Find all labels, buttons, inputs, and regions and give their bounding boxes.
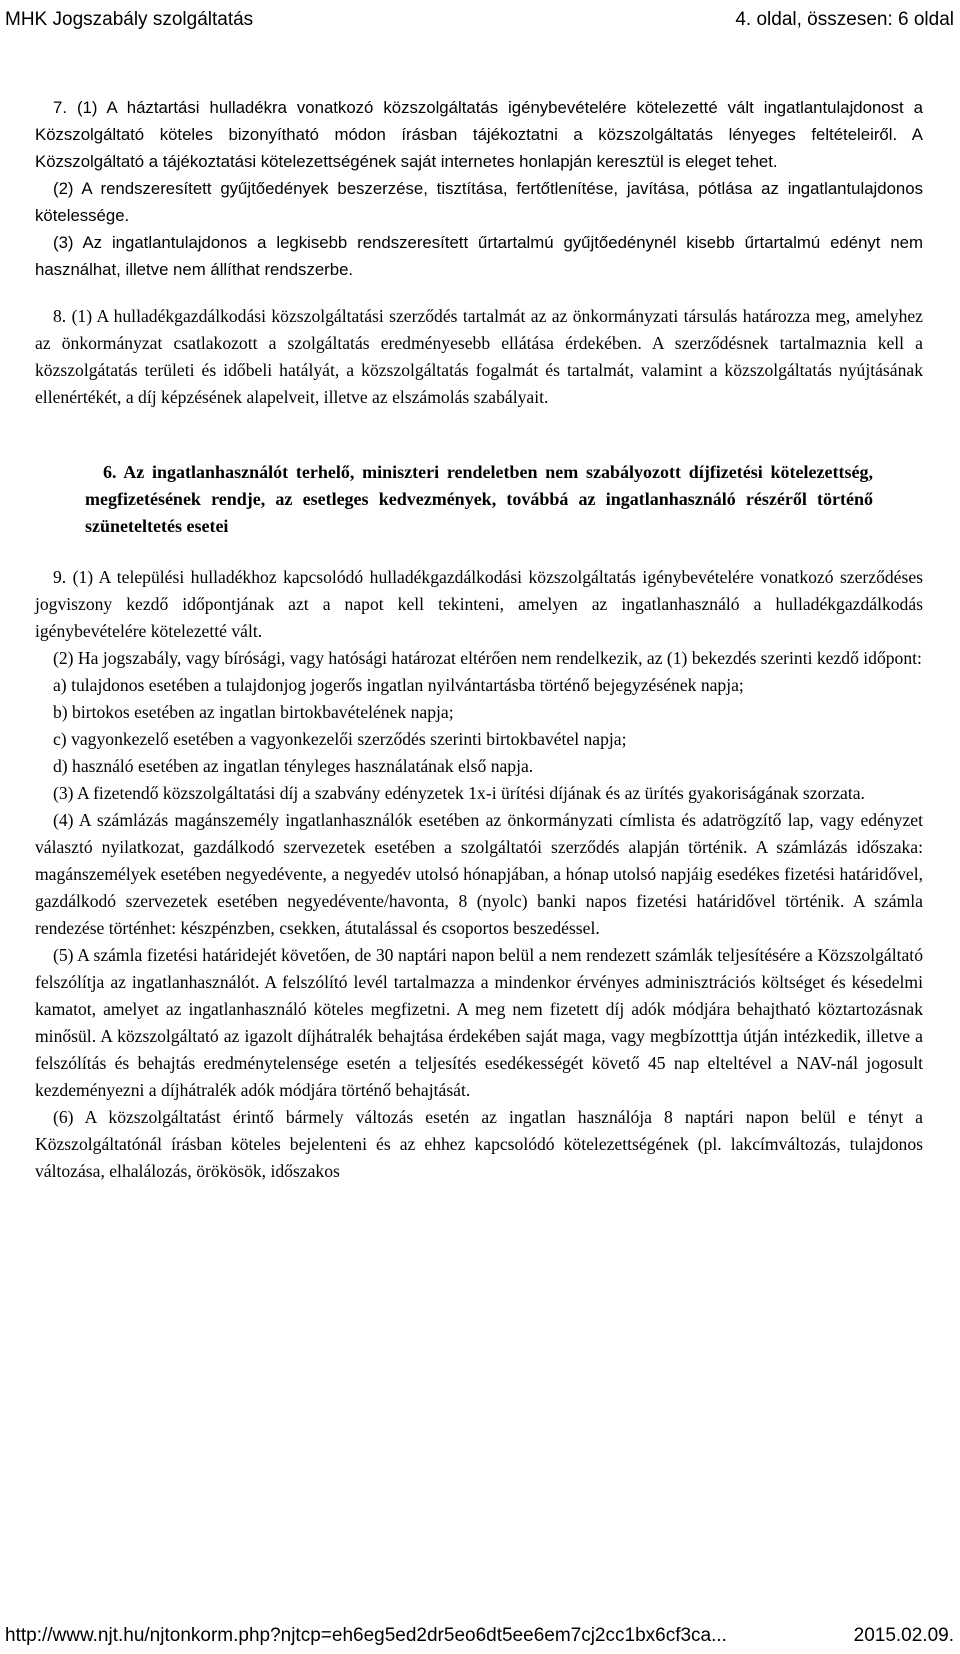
paragraph-9-4: (4) A számlázás magánszemély ingatlanhasználók esetében az önkormányzati címlista és adatrögzítő lap, vagy edényzet választó nyilatkozat, gazdálkodó szervezetek esetében a szolgáltatói szerződés alapján történik. A számlázás időszaka: magánszemélyek esetében negyedévente, a negyedév utolsó hónapjában, a hónap utolsó napjáig esedékes fizetési határidővel, gazdálkodó szervezetek esetében negyedévente/havonta, 8 (nyolc) banki napos fizetési határidővel történik. A számla rendezése történhet: készpénzben, csekken, átutalással és csoportos beszedéssel. bbox=[35, 810, 923, 938]
paragraph-9-2b: b) birtokos esetében az ingatlan birtokbavételének napja; bbox=[53, 702, 454, 722]
section-9 bbox=[35, 564, 923, 1185]
section-7 bbox=[35, 94, 923, 283]
footer-date: 2015.02.09. bbox=[853, 1625, 954, 1646]
paragraph-9-3: (3) A fizetendő közszolgáltatási díj a szabvány edényzetek 1x-i ürítési díjának és az ürítés gyakoriságának szorzata. bbox=[53, 783, 865, 803]
document-body bbox=[35, 94, 923, 1185]
footer-url: http://www.njt.hu/njtonkorm.php?njtcp=eh6eg5ed2dr5eo6dt5ee6em7cj2cc1bx6cf3ca... bbox=[5, 1625, 727, 1646]
page-header bbox=[5, 6, 954, 34]
paragraph-9-6: (6) A közszolgáltatást érintő bármely változás esetén az ingatlan használója 8 naptári napon belül e tényt a Közszolgáltatónál írásban köteles bejelenteni és az ehhez kapcsolódó kötelezettségének (pl. lakcímváltozás, tulajdonos változása, elhalálozás, örökösök, időszakos bbox=[35, 1107, 923, 1181]
section-8 bbox=[35, 303, 923, 411]
header-title: MHK Jogszabály szolgáltatás bbox=[5, 9, 254, 30]
paragraph-9-1: 9. (1) A települési hulladékhoz kapcsolódó hulladékgazdálkodási közszolgáltatás igénybevételére vonatkozó szerződéses jogviszony kezdő időpontjának azt a napot kell tekinteni, amelyen az ingatlanhasználó a hulladékgazdálkodás igénybevételére kötelezetté vált. bbox=[35, 567, 923, 641]
paragraph-9-2a: a) tulajdonos esetében a tulajdonjog jogerős ingatlan nyilvántartásba történő bejegyzésének napja; bbox=[53, 675, 744, 695]
section-heading-6: 6. Az ingatlanhasználót terhelő, miniszteri rendeletben nem szabályozott díjfizetési kötelezettség, megfizetésének rendje, az esetleges kedvezmények, továbbá az ingatlanhasználó részéről történő szüneteltetés esetei bbox=[85, 462, 873, 536]
paragraph-7-3: (3) Az ingatlantulajdonos a legkisebb rendszeresített űrtartalmú gyűjtőedénynél kisebb űrtartalmú edényt nem használhat, illetve nem állíthat rendszerbe. bbox=[35, 233, 923, 279]
paragraph-9-2d: d) használó esetében az ingatlan tényleges használatának első napja. bbox=[53, 756, 534, 776]
paragraph-9-5: (5) A számla fizetési határidejét követően, de 30 naptári napon belül a nem rendezett számlák teljesítésére a Közszolgáltató felszólítja az ingatlanhasználót. A felszólító levél tartalmazza a mindenkor érvényes adminisztrációs költséget és késedelmi kamatot, amelyet az ingatlanhasználó köteles megfizetni. A meg nem fizetett díj adók módjára behajtható köztartozásnak minősül. A közszolgáltató az igazolt díjhátralék behajtása érdekében saját maga, vagy megbízotttja útján intézkedik, illetve a felszólítás és behajtás eredménytelensége esetén a teljesítés esedékességét követő 45 nap elteltével a NAV-nál jogosult kezdeményezni a díjhátralék adók módjára történő behajtását. bbox=[35, 945, 923, 1100]
paragraph-9-2c: c) vagyonkezelő esetében a vagyonkezelői szerződés szerinti birtokbavétel napja; bbox=[53, 729, 627, 749]
paragraph-8-1: 8. (1) A hulladékgazdálkodási közszolgáltatási szerződés tartalmát az az önkormányzati társulás határozza meg, amelyhez az önkormányzat csatlakozott a szolgáltatás eredményesebb ellátása érdekében. A szerződésnek tartalmaznia kell a közszolgátatás területi és időbeli hatályát, a közszolgáltatás fogalmát és tartalmát, valamint a közszolgáltatás nyújtásának ellenértékét, a díj képzésének alapelveit, illetve az elszámolás szabályait. bbox=[35, 306, 923, 407]
page-footer bbox=[5, 1622, 954, 1650]
header-page-info: 4. oldal, összesen: 6 oldal bbox=[735, 9, 954, 30]
paragraph-7-2: (2) A rendszeresített gyűjtőedények beszerzése, tisztítása, fertőtlenítése, javítása, pótlása az ingatlantulajdonos kötelessége. bbox=[35, 179, 923, 225]
paragraph-7-1: 7. (1) A háztartási hulladékra vonatkozó közszolgáltatás igénybevételére kötelezetté vált ingatlantulajdonost a Közszolgáltató köteles bizonyítható módon írásban tájékoztatni a közszolgáltatás lényeges feltételeiről. A Közszolgáltató a tájékoztatási kötelezettségének saját internetes honlapján keresztül is eleget tehet. bbox=[35, 98, 923, 171]
paragraph-9-2: (2) Ha jogszabály, vagy bírósági, vagy hatósági határozat eltérően nem rendelkezik, az (1) bekezdés szerinti kezdő időpont: bbox=[53, 648, 922, 668]
